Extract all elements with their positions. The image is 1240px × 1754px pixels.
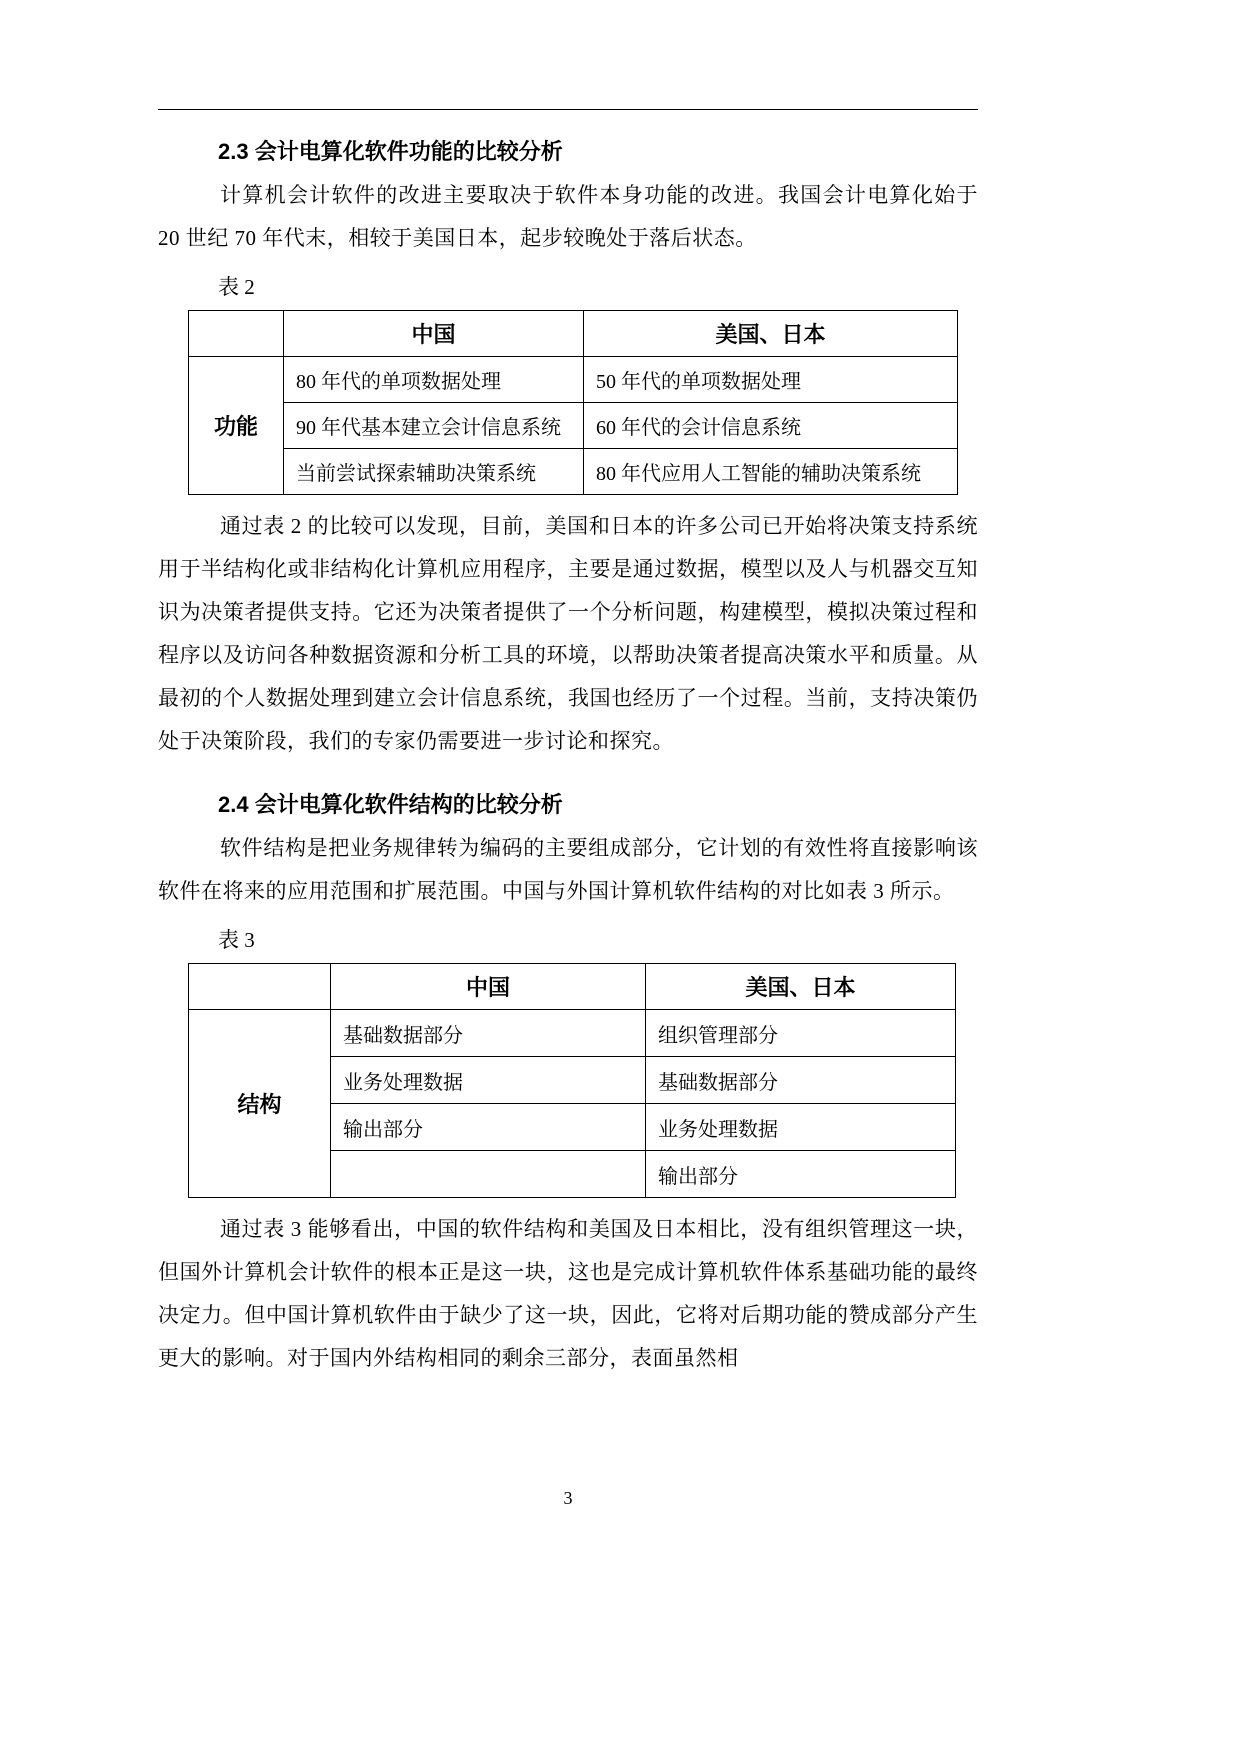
table-cell: 90 年代基本建立会计信息系统 <box>284 403 584 449</box>
table-2-column-header-us-japan: 美国、日本 <box>584 311 958 357</box>
table-3-column-header-china: 中国 <box>331 964 646 1010</box>
table-cell: 业务处理数据 <box>331 1057 646 1104</box>
table-cell: 业务处理数据 <box>646 1104 956 1151</box>
table-cell: 60 年代的会计信息系统 <box>584 403 958 449</box>
section-2-3-intro-paragraph: 计算机会计软件的改进主要取决于软件本身功能的改进。我国会计电算化始于 20 世纪 70 年代末，相较于美国日本，起步较晚处于落后状态。 <box>158 183 978 250</box>
table-2-corner-cell <box>189 311 284 357</box>
table-2-column-header-china: 中国 <box>284 311 584 357</box>
header-rule <box>158 109 978 110</box>
table-cell: 基础数据部分 <box>646 1057 956 1104</box>
section-2-3-heading: 2.3 会计电算化软件功能的比较分析 <box>218 139 563 164</box>
table-cell: 50 年代的单项数据处理 <box>584 357 958 403</box>
table-cell: 基础数据部分 <box>331 1010 646 1057</box>
table-cell: 80 年代应用人工智能的辅助决策系统 <box>584 449 958 495</box>
table-3-row-label: 结构 <box>189 1010 331 1198</box>
section-2-3-discussion-paragraph: 通过表 2 的比较可以发现，目前，美国和日本的许多公司已开始将决策支持系统用于半结构化或非结构化计算机应用程序，主要是通过数据，模型以及人与机器交互知识为决策者提供支持。它还为决策者提供了一个分析问题，构建模型，模拟决策过程和程序以及访问各种数据资源和分析工具的环境，以帮助决策者提高决策水平和质量。从最初的个人数据处理到建立会计信息系统，我国也经历了一个过程。当前，支持决策仍处于决策阶段，我们的专家仍需要进一步讨论和探究。 <box>158 514 978 753</box>
table-2 <box>188 310 958 495</box>
table-3-column-header-us-japan: 美国、日本 <box>646 964 956 1010</box>
page-number: 3 <box>563 1488 573 1508</box>
table-row <box>189 403 958 449</box>
table-cell <box>331 1151 646 1198</box>
table-3 <box>188 963 956 1198</box>
section-2-4-intro-paragraph: 软件结构是把业务规律转为编码的主要组成部分，它计划的有效性将直接影响该软件在将来的应用范围和扩展范围。中国与外国计算机软件结构的对比如表 3 所示。 <box>158 836 978 903</box>
section-2-4-discussion-paragraph: 通过表 3 能够看出，中国的软件结构和美国及日本相比，没有组织管理这一块，但国外计算机会计软件的根本正是这一块，这也是完成计算机软件体系基础功能的最终决定力。但中国计算机软件由于缺少了这一块，因此，它将对后期功能的赞成部分产生更大的影响。对于国内外结构相同的剩余三部分，表面虽然相 <box>158 1217 978 1370</box>
table-row <box>189 1010 956 1057</box>
table-3-corner-cell <box>189 964 331 1010</box>
table-cell: 输出部分 <box>331 1104 646 1151</box>
table-cell: 当前尝试探索辅助决策系统 <box>284 449 584 495</box>
table-2-header-row <box>189 311 958 357</box>
table-row <box>189 357 958 403</box>
table-3-header-row <box>189 964 956 1010</box>
table-2-row-label: 功能 <box>189 357 284 495</box>
section-2-4-heading: 2.4 会计电算化软件结构的比较分析 <box>218 792 563 817</box>
table-3-caption: 表 3 <box>218 928 255 952</box>
table-cell: 组织管理部分 <box>646 1010 956 1057</box>
table-cell: 80 年代的单项数据处理 <box>284 357 584 403</box>
table-2-caption: 表 2 <box>218 275 255 299</box>
table-cell: 输出部分 <box>646 1151 956 1198</box>
table-row <box>189 449 958 495</box>
